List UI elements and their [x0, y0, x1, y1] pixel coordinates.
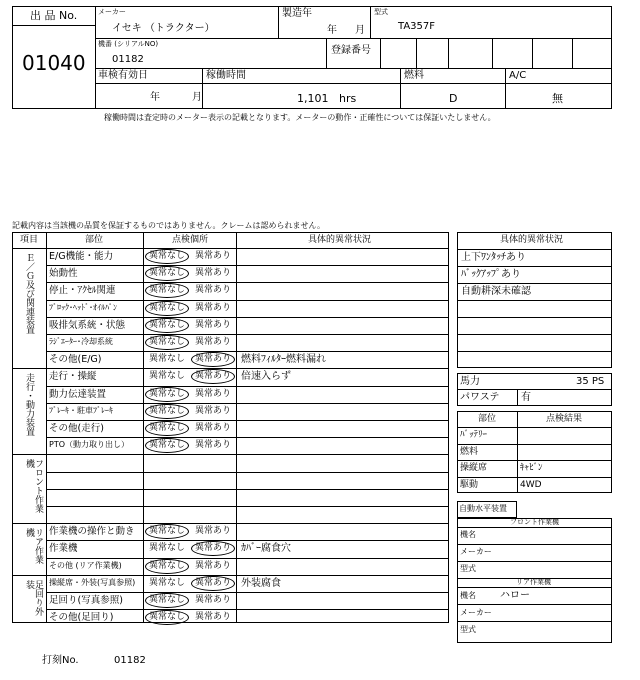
ok-option: 異常なし: [149, 268, 186, 279]
selected-mark: [145, 404, 189, 419]
quality-note: 記載内容は当該機の品質を保証するものではありません。クレームは認められません。: [12, 221, 325, 230]
part-label: 足回り(写真参照): [49, 595, 123, 606]
auto-level-label: 自動水平装置: [459, 504, 507, 513]
group-label: リア作業機: [24, 528, 43, 565]
ok-option: 異常なし: [149, 371, 186, 382]
ok-option: 異常なし: [149, 612, 186, 623]
ng-option: 異常あり: [195, 354, 232, 365]
ng-option: 異常あり: [195, 440, 232, 451]
part-label: ﾗｼﾞｴｰﾀｰ･冷却系統: [49, 337, 113, 346]
group-label: フロント作業機: [24, 459, 43, 514]
detail-text: 倍速入らず: [241, 371, 291, 383]
power-label: 馬力: [460, 376, 480, 387]
selected-mark: [145, 387, 189, 402]
ng-option: 異常あり: [195, 319, 232, 330]
header-details: 具体的異常状況: [308, 235, 372, 245]
rear-name-label: 機名: [460, 591, 476, 600]
fuel-value: D: [449, 92, 458, 105]
ng-option: 異常あり: [195, 423, 232, 433]
ng-option: 異常あり: [195, 371, 232, 382]
power-value: 35 PS: [576, 376, 605, 387]
ng-option: 異常あり: [195, 543, 232, 554]
group-label: 足回り外装: [24, 579, 43, 616]
ng-option: 異常あり: [195, 268, 232, 279]
header-check: 点検個所: [172, 235, 209, 245]
ok-option: 異常なし: [149, 354, 186, 365]
registration-label: 登録番号: [331, 45, 371, 56]
hours-value: 1,101: [297, 92, 329, 105]
power-steering-label: パワステ: [460, 392, 500, 403]
part-label: PTO（動力取り出し）: [49, 440, 130, 450]
ng-option: 異常あり: [195, 337, 232, 347]
result-header: 点検結果: [546, 414, 583, 424]
selected-mark: [145, 559, 189, 574]
power-steering-value: 有: [521, 392, 531, 403]
model-value: TA357F: [398, 21, 436, 32]
ok-option: 異常なし: [149, 577, 186, 588]
rear-maker-label: メーカー: [460, 608, 492, 617]
detail-text: ｶﾊﾞｰ腐食穴: [241, 543, 291, 555]
part-label: 停止・ｱｸｾﾙ関連: [49, 285, 116, 297]
part-label: その他(E/G): [49, 354, 102, 366]
part-label: その他(走行): [49, 423, 104, 434]
ok-option: 異常なし: [149, 285, 186, 296]
ok-option: 異常なし: [149, 302, 186, 313]
rear-implement-header: リア作業機: [516, 578, 551, 586]
selected-mark: [145, 249, 189, 264]
part-label: 操縦席・外装(写真参照): [49, 577, 136, 587]
selected-mark: [145, 301, 189, 316]
part-label: その他 (リア作業機): [49, 560, 122, 570]
ok-option: 異常なし: [149, 251, 186, 261]
header-part: 部位: [85, 235, 104, 245]
group-label: Ｅ／Ｇ及び関連装置: [24, 253, 34, 334]
ng-option: 異常あり: [195, 302, 232, 313]
selected-mark: [145, 335, 189, 350]
ng-option: 異常あり: [195, 405, 232, 416]
year-unit: 年: [327, 25, 337, 36]
year-label: 製造年: [282, 8, 312, 19]
parts-header: 部位: [478, 414, 497, 424]
stamp-label: 打刻No.: [42, 655, 79, 666]
abnormal-item: ﾊﾞｯｸｱｯﾌﾟあり: [461, 269, 521, 280]
part-result: 4WD: [520, 479, 542, 490]
lot-number: 01040: [22, 51, 86, 75]
selected-mark: [191, 576, 235, 591]
ng-option: 異常あり: [195, 388, 232, 399]
serial-value: 01182: [112, 54, 144, 65]
selected-mark: [145, 318, 189, 333]
front-maker-label: メーカー: [460, 547, 492, 556]
ok-option: 異常なし: [149, 405, 186, 416]
ng-option: 異常あり: [195, 612, 232, 623]
selected-mark: [145, 593, 189, 608]
serial-label: 機番 (シリアルNO): [98, 40, 159, 48]
ok-option: 異常なし: [149, 526, 186, 537]
maker-value: イセキ （トラクター）: [112, 23, 215, 34]
part-name: 燃料: [460, 446, 479, 457]
maker-label: メーカー: [98, 8, 126, 16]
part-result: ｷｬﾋﾞﾝ: [520, 463, 543, 473]
ok-option: 異常なし: [149, 440, 186, 451]
fuel-label: 燃料: [404, 70, 424, 81]
part-name: 駆動: [460, 479, 479, 490]
inspection-label: 車検有効日: [98, 70, 148, 81]
part-name: ﾊﾞｯﾃﾘｰ: [460, 430, 488, 440]
rear-model-label: 型式: [460, 625, 476, 634]
ng-option: 異常あり: [195, 251, 232, 261]
part-label: 作業機: [49, 543, 78, 555]
part-label: ﾌﾞﾚｰｷ・駐車ﾌﾞﾚｰｷ: [49, 405, 113, 415]
detail-text: 燃料ﾌｨﾙﾀｰ燃料漏れ: [241, 354, 326, 366]
model-label: 型式: [374, 8, 388, 16]
inspection-year: 年: [150, 92, 160, 103]
abnormal-item: 自動耕深未確認: [461, 286, 531, 297]
ok-option: 異常なし: [149, 423, 186, 433]
ac-label: A/C: [509, 70, 527, 81]
ac-value: 無: [552, 92, 563, 105]
rear-name-value: ハロー: [500, 590, 530, 601]
ok-option: 異常なし: [149, 543, 186, 554]
part-name: 操縦席: [460, 463, 488, 473]
hours-label: 稼働時間: [206, 70, 246, 81]
ok-option: 異常なし: [149, 319, 186, 330]
meter-note: 稼働時間は査定時のメーター表示の記載となります。メーターの動作・正確性については保証いたしません。: [104, 113, 496, 122]
part-label: E/G機能・能力: [49, 251, 114, 262]
selected-mark: [145, 421, 189, 436]
part-label: 走行・操縦: [49, 371, 97, 383]
abnormal-header: 具体的異常状況: [500, 235, 564, 245]
part-label: 動力伝達装置: [49, 388, 107, 400]
part-label: 始動性: [49, 268, 78, 280]
ng-option: 異常あり: [195, 560, 232, 571]
header-category: 項目: [20, 235, 39, 245]
part-label: 吸排気系統・状態: [49, 319, 126, 331]
front-name-label: 機名: [460, 530, 476, 539]
abnormal-item: 上下ﾜﾝﾀｯﾁあり: [461, 252, 526, 263]
ok-option: 異常なし: [149, 595, 186, 605]
part-label: ﾌﾞﾛｯｸ･ﾍｯﾄﾞ･ｵｲﾙﾊﾟﾝ: [49, 302, 117, 312]
ok-option: 異常なし: [149, 560, 186, 571]
ng-option: 異常あり: [195, 595, 232, 605]
month-unit: 月: [355, 25, 365, 36]
front-model-label: 型式: [460, 564, 476, 573]
group-label: 走行・動力装置: [24, 373, 34, 437]
inspection-month: 月: [192, 92, 202, 103]
lot-label: 出 品 No.: [30, 9, 78, 22]
ng-option: 異常あり: [195, 526, 232, 537]
part-label: その他(足回り): [49, 612, 114, 624]
detail-text: 外装腐食: [241, 577, 281, 589]
hours-unit: hrs: [339, 92, 357, 105]
ok-option: 異常なし: [149, 337, 186, 347]
front-implement-header: フロント作業機: [510, 518, 559, 526]
part-label: 作業機の操作と動き: [49, 526, 135, 538]
ng-option: 異常あり: [195, 577, 232, 588]
ok-option: 異常なし: [149, 388, 186, 399]
stamp-value: 01182: [114, 655, 146, 666]
ng-option: 異常あり: [195, 285, 232, 296]
